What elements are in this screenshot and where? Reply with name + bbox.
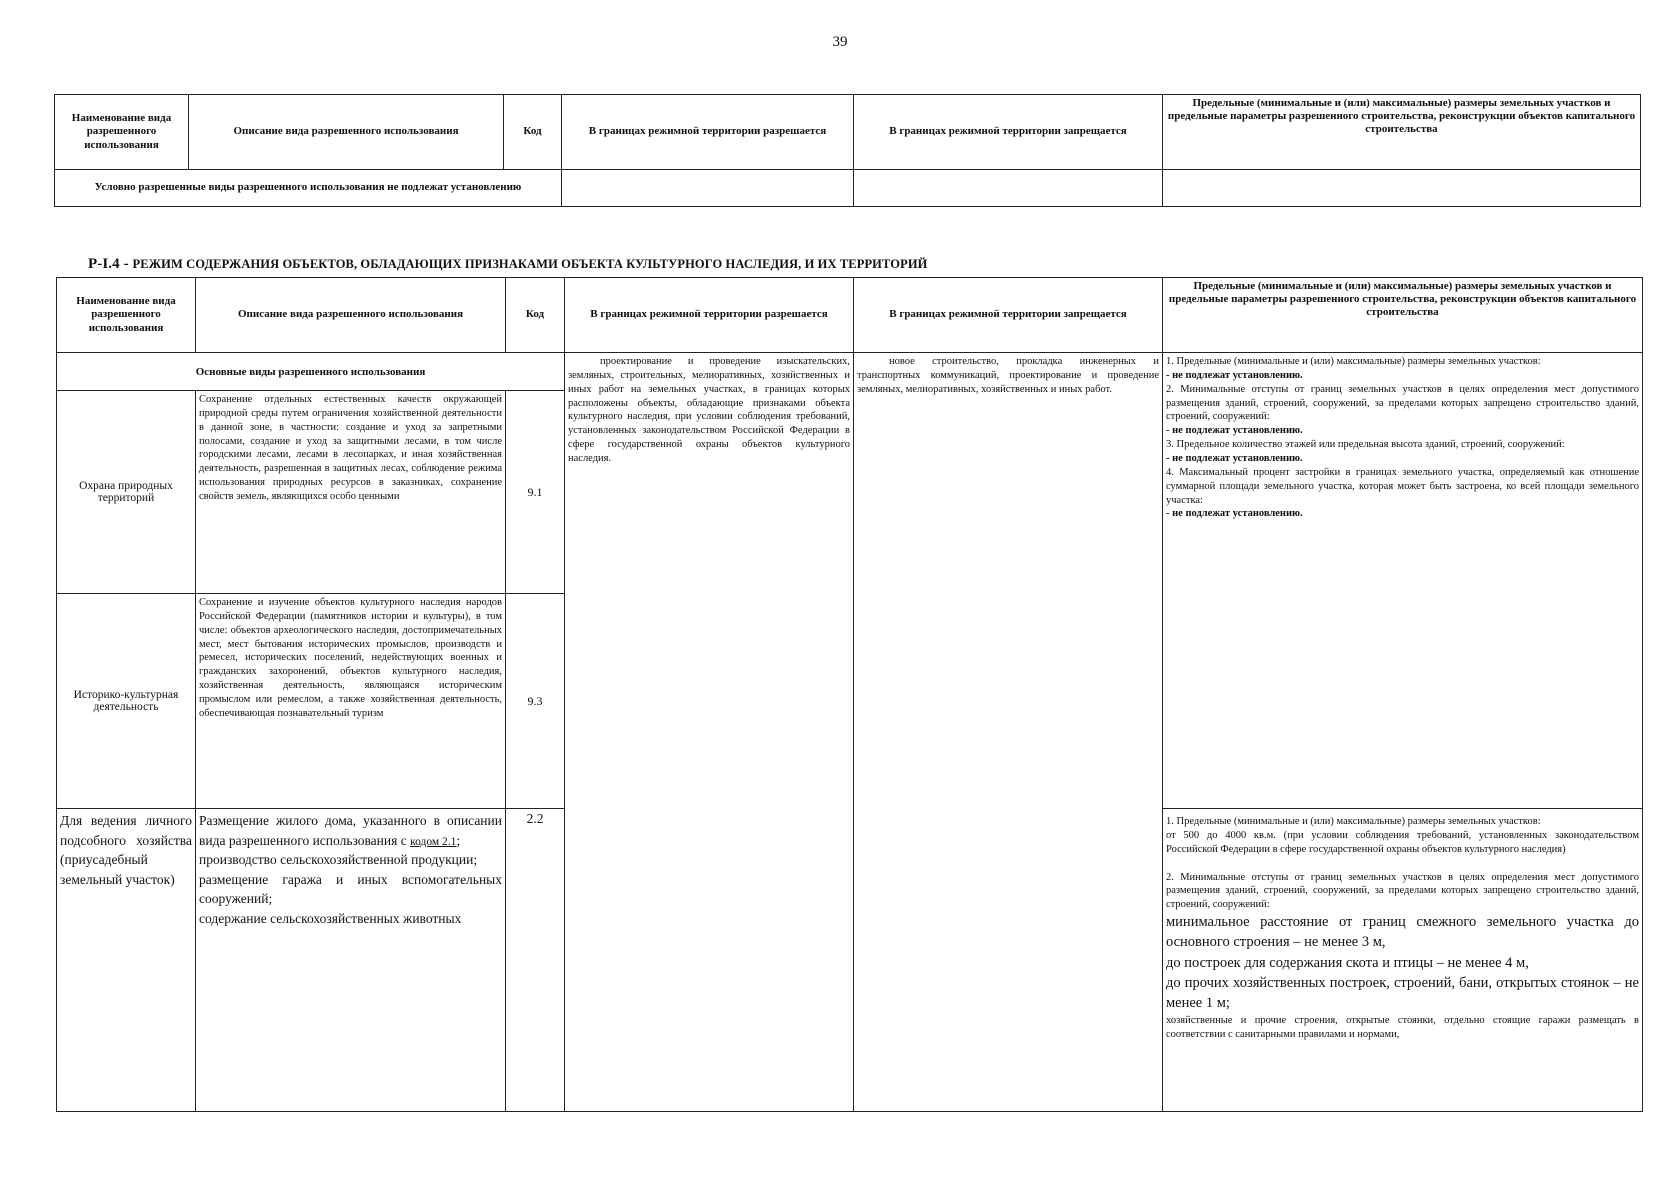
limits-2-p1: 1. Предельные (минимальные и (или) максимальные) размеры земельных участков:	[1166, 816, 1541, 827]
empty-cell	[1163, 170, 1641, 207]
limits-1-item: - не подлежат установлению.	[1166, 453, 1303, 465]
row-description: Сохранение и изучение объектов культурного наследия народов Российской Федерации (памятников истории и культуры), в том числе: объектов археологического наследия, достопримечательных мест, мест бытования исторических промыслов, производств и ремесел, исторических поселений, недействующих военных и гражданских захоронений, объектов культурного наследия, хозяйственная деятельность, являющаяся историческим промыслом или ремеслом, а также хозяйственная деятельность, обеспечивающая познавательный туризм	[196, 594, 506, 809]
row-description-line: размещение гаража и иных вспомогательных сооружений;	[199, 871, 502, 907]
limits-1-item: 1. Предельные (минимальные и (или) максимальные) размеры земельных участков:	[1166, 356, 1541, 367]
row-name: Для ведения личного подсобного хозяйства (приусадебный земельный участок)	[57, 809, 196, 1112]
section-title-text: РЕЖИМ СОДЕРЖАНИЯ ОБЪЕКТОВ, ОБЛАДАЮЩИХ ПРИЗНАКАМИ ОБЪЕКТА КУЛЬТУРНОГО НАСЛЕДИЯ, И ИХ ТЕРРИТОРИЙ	[132, 257, 928, 271]
limits-1-item: - не подлежат установлению.	[1166, 369, 1303, 381]
group-label: Основные виды разрешенного использования	[57, 353, 565, 391]
limits-1-item: - не подлежат установлению.	[1166, 508, 1303, 520]
header-description: Описание вида разрешенного использования	[189, 95, 504, 170]
limits-1-item: 4. Максимальный процент застройки в границах земельного участка, определяемый как отношение суммарной площади земельного участка, которая может быть застроена, ко всей площади земельного участка:	[1166, 466, 1639, 506]
limits-1-item: 2. Минимальные отступы от границ земельных участков в целях определения мест допустимого размещения зданий, строений, сооружений, за пределами которых запрещено строительство зданий, строений, сооружений:	[1166, 383, 1639, 423]
limits-2-p1-value: от 500 до 4000 кв.м. (при условии соблюдения требований, установленных законодательством Российской Федерации в сфере государственной охраны объектов культурного наследия)	[1166, 829, 1639, 855]
header-allowed: В границах режимной территории разрешается	[565, 278, 854, 353]
row-name: Охрана природных территорий	[57, 391, 196, 594]
limits-cell-1	[1163, 353, 1643, 809]
row-description-line: Размещение жилого дома, указанного в описании вида разрешенного использования с	[199, 813, 502, 848]
page-number: 39	[832, 34, 848, 50]
header-limits: Предельные (минимальные и (или) максимальные) размеры земельных участков и предельные параметры разрешенного строительства, реконструкции объектов капитального строительства	[1163, 278, 1643, 353]
header-forbidden: В границах режимной территории запрещается	[854, 278, 1163, 353]
header-allowed: В границах режимной территории разрешается	[562, 95, 854, 170]
forbidden-text: новое строительство, прокладка инженерных и транспортных коммуникаций, проектирование и проведение земляных, мелиоративных, хозяйственных и иных работ.	[857, 356, 1159, 395]
section-title	[88, 256, 927, 273]
header-forbidden: В границах режимной территории запрещается	[854, 95, 1163, 170]
header-code: Код	[504, 95, 562, 170]
row-name: Историко-культурная деятельность	[57, 594, 196, 809]
limits-cell-2	[1163, 809, 1643, 1112]
row-code: 2.2	[506, 809, 565, 1112]
top-table	[54, 94, 1641, 207]
limits-2-p2-c: до прочих хозяйственных построек, строений, бани, открытых стоянок – не менее 1 м;	[1166, 975, 1639, 1012]
row-description: Сохранение отдельных естественных качеств окружающей природной среды путем ограничения хозяйственной деятельности в данной зоне, в частности: создание и уход за запретными полосами, создание и уход за защитными лесами, в том числе городскими лесами, лесами в лесопарках, и иная хозяйственная деятельность, разрешенная в защитных лесах, соблюдение режима использования природных ресурсов в заказниках, сохранение свойств земель, являющихся особо ценными	[196, 391, 506, 594]
forbidden-cell	[854, 353, 1163, 1112]
row-description-line: содержание сельскохозяйственных животных	[199, 910, 462, 926]
header-code: Код	[506, 278, 565, 353]
code-link[interactable]: кодом 2.1	[410, 835, 457, 848]
limits-2-p2-d: хозяйственные и прочие строения, открытые стоянки, отдельно стоящие гаражи размещать в соответствии с санитарными правилами и нормами,	[1166, 1014, 1639, 1040]
row-description-line: ;	[456, 832, 461, 848]
limits-1-item: - не подлежат установлению.	[1166, 425, 1303, 437]
limits-2-p2-a: минимальное расстояние от границ смежного земельного участка до основного строения – не менее 3 м,	[1166, 914, 1639, 951]
empty-cell	[562, 170, 854, 207]
header-name: Наименование вида разрешенного использования	[57, 278, 196, 353]
empty-cell	[854, 170, 1163, 207]
row-code: 9.1	[506, 391, 565, 594]
allowed-cell	[565, 353, 854, 1112]
row-description	[196, 809, 506, 1112]
header-name: Наименование вида разрешенного использования	[55, 95, 189, 170]
allowed-text: проектирование и проведение изыскательских, земляных, строительных, мелиоративных, хозяйственных и иных работ на земельных участках, в границах которых расположены объекты, обладающие признаками объекта культурного наследия, при условии соблюдения требований, установленных законодательством Российской Федерации в сфере государственной охраны объектов культурного наследия.	[568, 356, 850, 465]
section-prefix: Р-I.4 -	[88, 256, 133, 272]
conditional-uses-row: Условно разрешенные виды разрешенного использования не подлежат установлению	[55, 170, 562, 207]
header-limits: Предельные (минимальные и (или) максимальные) размеры земельных участков и предельные параметры разрешенного строительства, реконструкции объектов капитального строительства	[1163, 95, 1641, 170]
limits-2-p2-b: до построек для содержания скота и птицы – не менее 4 м,	[1166, 954, 1529, 971]
row-description-line: производство сельскохозяйственной продукции;	[199, 852, 478, 868]
row-code: 9.3	[506, 594, 565, 809]
limits-2-p2: 2. Минимальные отступы от границ земельных участков в целях определения мест допустимого размещения зданий, строений, сооружений, за пределами которых запрещено строительство зданий, строений, сооружений:	[1166, 871, 1639, 911]
main-table	[56, 277, 1643, 1112]
limits-1-item: 3. Предельное количество этажей или предельная высота зданий, строений, сооружений:	[1166, 439, 1565, 451]
header-description: Описание вида разрешенного использования	[196, 278, 506, 353]
